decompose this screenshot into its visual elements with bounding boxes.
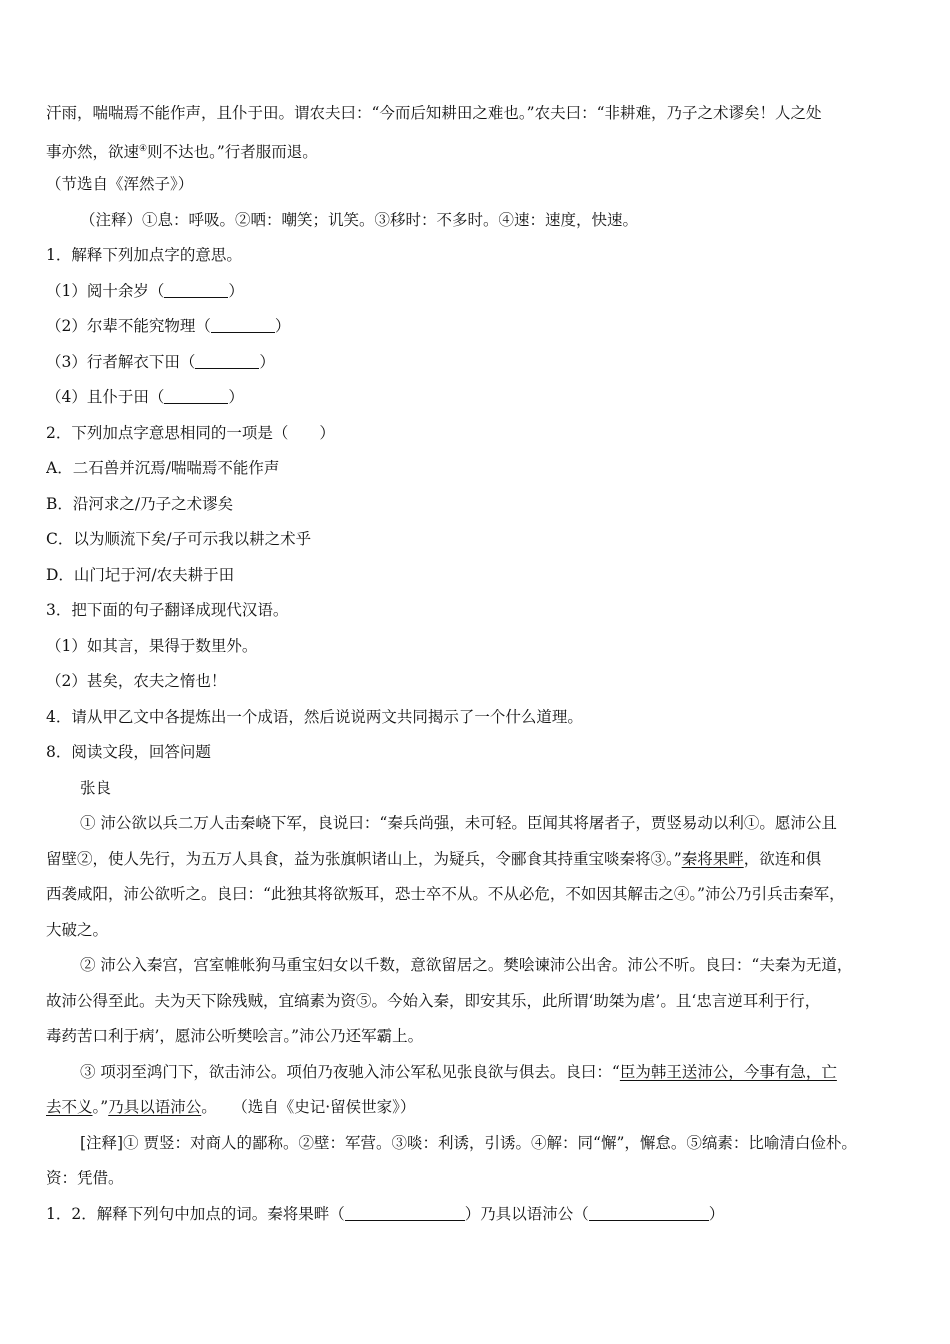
paragraph-3-line bbox=[46, 1055, 906, 1091]
paragraph-1-line bbox=[46, 842, 906, 878]
underlined-phrase: 秦将果畔 bbox=[681, 849, 744, 868]
question-2-option-c: C．以为顺流下矣/子可示我以耕之术乎 bbox=[46, 530, 312, 548]
item-text: （4）且仆于田（ bbox=[46, 388, 165, 406]
question-2-option-b: B．沿河求之/乃子之术谬矣 bbox=[46, 494, 234, 513]
question-1-item bbox=[46, 345, 906, 381]
question-3-item: （1）如其言，果得于数里外。 bbox=[46, 636, 258, 655]
paragraph-text: ，欲连和俱 bbox=[743, 849, 822, 868]
item-close: ） bbox=[259, 352, 275, 371]
answer-blank[interactable] bbox=[195, 352, 259, 369]
answer-blank[interactable] bbox=[164, 281, 228, 298]
section-8-notes: [注释]① 贾竖：对商人的鄙称。②壁：军营。③啖：利诱，引诱。④解：同“懈”，懈怠。⑤缟素：比喻清白俭朴。 bbox=[80, 1133, 857, 1152]
question-1-stem: 1．解释下列加点字的意思。 bbox=[46, 246, 242, 264]
paragraph-1-line: 大破之。 bbox=[46, 920, 109, 939]
question-1-item bbox=[46, 274, 906, 310]
passage-line bbox=[46, 132, 906, 168]
question-2-stem: 2．下列加点字意思相同的一项是（ ） bbox=[46, 423, 335, 442]
question-2-option-d: D．山门圮于河/农夫耕于田 bbox=[46, 565, 235, 584]
answer-blank[interactable] bbox=[211, 316, 275, 333]
paragraph-text: ③ 项羽至鸿门下，欲击沛公。项伯乃夜驰入沛公军私见张良欲与俱去。良曰：“ bbox=[80, 1062, 620, 1081]
section-8-notes: 资：凭借。 bbox=[46, 1169, 124, 1187]
answer-blank[interactable] bbox=[345, 1204, 465, 1221]
section-8-title: 张良 bbox=[80, 778, 112, 797]
passage-notes: （注释）①息：呼吸。②哂：嘲笑；讥笑。③移时：不多时。④速：速度，快速。 bbox=[80, 210, 639, 229]
document-page bbox=[46, 96, 906, 1232]
passage-text: 则不达也。”行者服而退。 bbox=[147, 142, 318, 161]
question-4-stem: 4．请从甲乙文中各提炼出一个成语，然后说说两文共同揭示了一个什么道理。 bbox=[46, 707, 583, 726]
answer-blank[interactable] bbox=[164, 387, 228, 404]
paragraph-2-line: 故沛公得至此。夫为天下除残贼，宜缟素为资⑤。今始入秦，即安其乐，此所谓‘助桀为虐’。且‘忠言逆耳利于行， bbox=[46, 991, 821, 1010]
answer-blank[interactable] bbox=[589, 1204, 709, 1221]
item-close: ） bbox=[228, 388, 244, 406]
item-text: （3）行者解衣下田（ bbox=[46, 352, 196, 371]
passage-source: （节选自《浑然子》） bbox=[46, 175, 194, 193]
passage-line: 汗雨，喘喘焉不能作声，且仆于田。谓农夫曰：“今而后知耕田之难也。”农夫曰：“非耕难，乃子之术谬矣！人之处 bbox=[46, 104, 822, 122]
question-2-option-a: A．二石兽并沉焉/喘喘焉不能作声 bbox=[46, 459, 280, 477]
section-8-question bbox=[46, 1197, 906, 1233]
footnote-marker: ④ bbox=[139, 143, 148, 154]
item-close: ） bbox=[228, 281, 244, 300]
question-text: 1．2．解释下列句中加点的词。秦将果畔（ bbox=[46, 1204, 345, 1223]
question-text: ） bbox=[708, 1204, 725, 1223]
item-close: ） bbox=[274, 317, 291, 335]
underlined-phrase: 乃具以语沛公 bbox=[108, 1098, 202, 1116]
paragraph-3-line bbox=[46, 1090, 906, 1126]
paragraph-text: 。 （选自《史记·留侯世家》） bbox=[201, 1098, 416, 1116]
paragraph-text: 。” bbox=[92, 1098, 109, 1116]
paragraph-2-line: 毒药苦口利于病’，愿沛公听樊哙言。”沛公乃还军霸上。 bbox=[46, 1027, 424, 1045]
question-1-item bbox=[46, 380, 906, 416]
question-1-item bbox=[46, 309, 906, 345]
paragraph-2-line: ② 沛公入秦宫，宫室帷帐狗马重宝妇女以千数，意欲留居之。樊哙谏沛公出舍。沛公不听。良曰：“夫秦为无道， bbox=[80, 956, 853, 974]
question-3-stem: 3．把下面的句子翻译成现代汉语。 bbox=[46, 601, 289, 619]
paragraph-text: 留壁②，使人先行，为五万人具食，益为张旗帜诸山上，为疑兵，令郦食其持重宝啖秦将③。” bbox=[46, 849, 682, 868]
section-8-heading: 8．阅读文段，回答问题 bbox=[46, 743, 211, 761]
item-text: （1）阅十余岁（ bbox=[46, 281, 165, 300]
question-text: ）乃具以语沛公（ bbox=[464, 1204, 589, 1223]
question-3-item: （2）甚矣，农夫之惰也！ bbox=[46, 672, 227, 690]
underlined-phrase: 去不义 bbox=[46, 1098, 93, 1116]
passage-text: 事亦然，欲速 bbox=[46, 142, 140, 161]
underlined-phrase: 臣为韩王送沛公，今事有急，亡 bbox=[619, 1062, 837, 1081]
paragraph-1-line: ① 沛公欲以兵二万人击秦峣下军，良说曰：“秦兵尚强，未可轻。臣闻其将屠者子，贾竖易动以利①。愿沛公且 bbox=[80, 814, 837, 832]
item-text: （2）尔辈不能究物理（ bbox=[46, 317, 211, 335]
paragraph-1-line: 西袭咸阳，沛公欲听之。良曰：“此独其将欲叛耳，恐士卒不从。不从必危，不如因其解击之④。”沛公乃引兵击秦军， bbox=[46, 885, 845, 903]
